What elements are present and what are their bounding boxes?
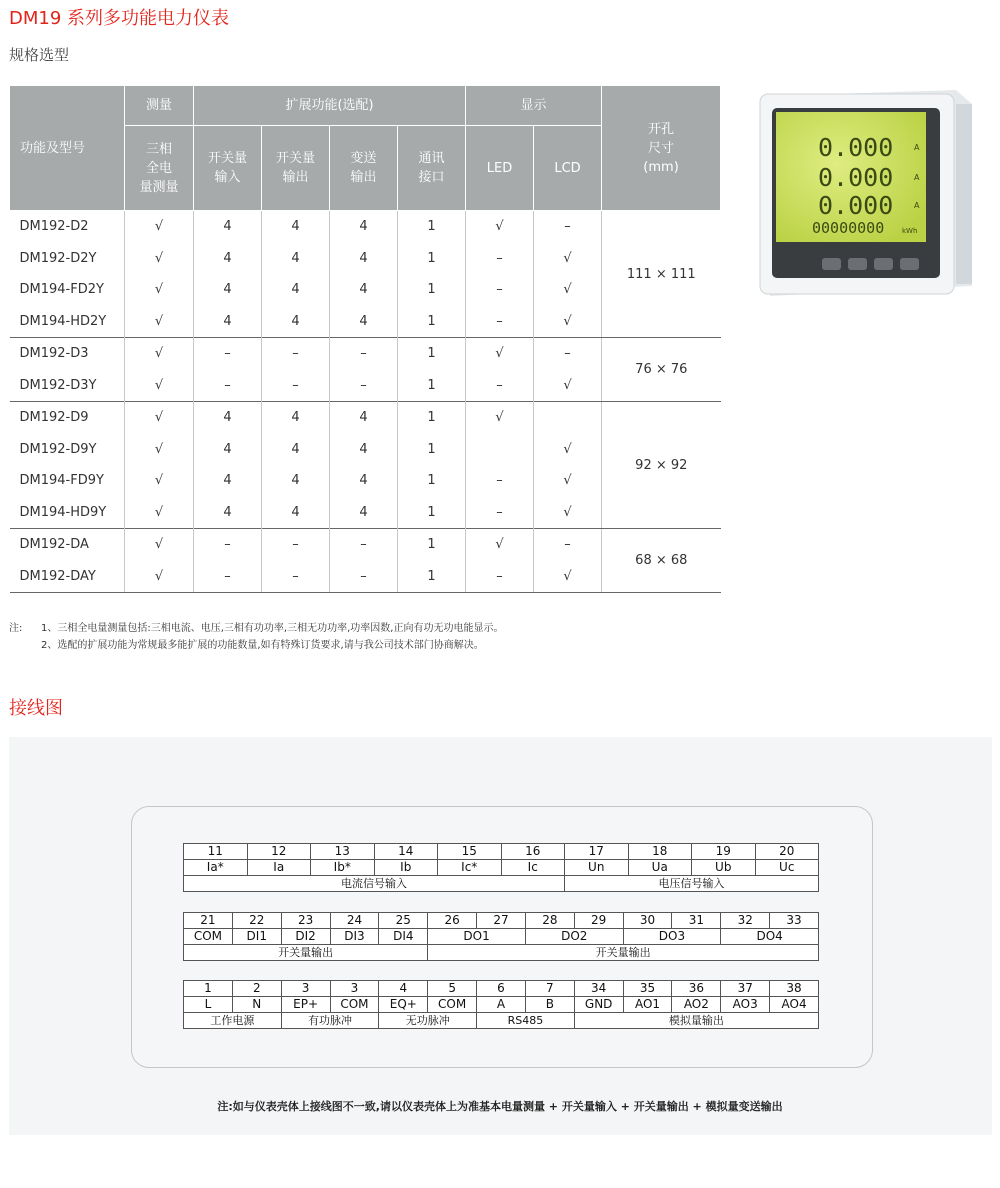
value-cell: √	[466, 211, 534, 243]
value-cell: –	[466, 306, 534, 338]
model-cell: DM194-HD9Y	[10, 497, 125, 529]
value-cell: –	[330, 338, 398, 370]
value-cell: √	[534, 274, 602, 306]
value-cell: 4	[262, 497, 330, 529]
model-cell: DM192-D2	[10, 211, 125, 243]
value-cell: –	[466, 561, 534, 593]
table-row	[10, 211, 721, 243]
value-cell: √	[125, 465, 194, 497]
value-cell: √	[125, 370, 194, 402]
value-cell: √	[125, 338, 194, 370]
value-cell: 4	[194, 211, 262, 243]
value-cell: 4	[194, 465, 262, 497]
header-led: LED	[466, 126, 534, 211]
value-cell: √	[534, 465, 602, 497]
header-display: 显示	[466, 86, 602, 126]
meter-energy: 00000000	[812, 219, 885, 237]
value-cell: –	[534, 211, 602, 243]
value-cell: √	[125, 211, 194, 243]
cutout-size-cell: 92 × 92	[602, 402, 721, 529]
header-lcd: LCD	[534, 126, 602, 211]
value-cell: 4	[194, 306, 262, 338]
cutout-size-cell: 76 × 76	[602, 338, 721, 402]
value-cell: –	[330, 370, 398, 402]
meter-button-set	[874, 258, 893, 270]
meter-photo	[756, 86, 978, 298]
value-cell: –	[330, 561, 398, 593]
model-cell: DM194-FD9Y	[10, 465, 125, 497]
table-row	[10, 338, 721, 370]
model-cell: DM192-D9	[10, 402, 125, 434]
value-cell: 1	[398, 497, 466, 529]
cutout-size-cell: 68 × 68	[602, 529, 721, 593]
value-cell: 4	[262, 434, 330, 466]
value-cell: –	[194, 370, 262, 402]
value-cell: √	[466, 402, 534, 434]
meter-reading-b: 0.000	[818, 163, 894, 192]
value-cell: 4	[194, 434, 262, 466]
header-comm: 通讯 接口	[398, 126, 466, 211]
model-cell: DM192-D3	[10, 338, 125, 370]
value-cell: √	[534, 497, 602, 529]
model-cell: DM194-HD2Y	[10, 306, 125, 338]
value-cell: 4	[330, 465, 398, 497]
terminal-row-1: 11 12 13 14 15 16 17 18 19 20 Ia* Ia Ib* Ib Ic* Ic Un Ua Ub Uc 电流信号输入 电压信号输入	[183, 843, 819, 892]
value-cell: 1	[398, 529, 466, 561]
model-cell: DM192-DAY	[10, 561, 125, 593]
model-cell: DM192-DA	[10, 529, 125, 561]
value-cell: 4	[194, 497, 262, 529]
value-cell: √	[125, 402, 194, 434]
value-cell: 4	[262, 211, 330, 243]
section-title-wiring: 接线图	[9, 698, 63, 719]
value-cell: 4	[330, 497, 398, 529]
meter-button-enter	[900, 258, 919, 270]
value-cell: 4	[330, 402, 398, 434]
value-cell: –	[466, 274, 534, 306]
value-cell: 1	[398, 338, 466, 370]
value-cell: 1	[398, 465, 466, 497]
value-cell: –	[466, 497, 534, 529]
value-cell: 4	[262, 306, 330, 338]
value-cell: 4	[330, 434, 398, 466]
section-title-spec: 规格选型	[9, 46, 70, 64]
value-cell: –	[262, 338, 330, 370]
value-cell: 4	[262, 402, 330, 434]
meter-reading-c: 0.000	[818, 191, 894, 220]
value-cell: 4	[330, 243, 398, 275]
value-cell: √	[534, 561, 602, 593]
value-cell: √	[125, 561, 194, 593]
svg-text:A: A	[914, 201, 920, 210]
value-cell: –	[262, 529, 330, 561]
value-cell: √	[125, 434, 194, 466]
header-func: 功能及型号	[10, 86, 125, 211]
value-cell: 4	[262, 465, 330, 497]
terminal-row-2: 21 22 23 24 25 26 27 28 29 30 31 32 33 COM DI1 DI2 DI3 DI4 DO1 DO2 DO3 DO4 开关量输出 开关量输出	[183, 912, 819, 961]
meter-reading-a: 0.000	[818, 133, 894, 162]
value-cell: 1	[398, 402, 466, 434]
table-row	[10, 402, 721, 434]
model-cell: DM192-D3Y	[10, 370, 125, 402]
value-cell	[466, 434, 534, 466]
value-cell: 4	[194, 274, 262, 306]
header-measure: 测量	[125, 86, 194, 126]
model-cell: DM192-D9Y	[10, 434, 125, 466]
value-cell: 4	[194, 243, 262, 275]
value-cell: √	[534, 306, 602, 338]
value-cell: –	[330, 529, 398, 561]
header-size: 开孔 尺寸 (mm)	[602, 86, 721, 211]
value-cell: 1	[398, 434, 466, 466]
value-cell: √	[125, 306, 194, 338]
svg-text:A: A	[914, 143, 920, 152]
value-cell: –	[534, 529, 602, 561]
value-cell: √	[534, 243, 602, 275]
value-cell: –	[466, 465, 534, 497]
value-cell: –	[194, 561, 262, 593]
header-di: 开关量 输入	[194, 126, 262, 211]
header-ext: 扩展功能(选配)	[194, 86, 466, 126]
value-cell: –	[466, 370, 534, 402]
value-cell: √	[466, 529, 534, 561]
header-do: 开关量 输出	[262, 126, 330, 211]
value-cell: –	[194, 529, 262, 561]
value-cell: 1	[398, 370, 466, 402]
value-cell: √	[125, 497, 194, 529]
cutout-size-cell: 111 × 111	[602, 211, 721, 338]
value-cell: –	[262, 561, 330, 593]
value-cell: 4	[330, 274, 398, 306]
value-cell: √	[125, 529, 194, 561]
header-ao: 变送 输出	[330, 126, 398, 211]
svg-text:A: A	[914, 173, 920, 182]
header-3phase: 三相 全电 量测量	[125, 126, 194, 211]
value-cell: 1	[398, 274, 466, 306]
value-cell: √	[534, 370, 602, 402]
value-cell: 1	[398, 561, 466, 593]
wiring-footnote: 注:如与仪表壳体上接线图不一致,请以仪表壳体上为准基本电量测量 + 开关量输入 + 开关量输出 + 模拟量变送输出	[217, 1100, 783, 1113]
model-cell: DM194-FD2Y	[10, 274, 125, 306]
model-cell: DM192-D2Y	[10, 243, 125, 275]
table-row	[10, 529, 721, 561]
spec-table	[9, 85, 721, 593]
value-cell: 1	[398, 306, 466, 338]
value-cell: 4	[330, 211, 398, 243]
value-cell: √	[466, 338, 534, 370]
terminal-row-3: 1 2 3 3 4 5 6 7 34 35 36 37 38 L N EP+ COM EQ+ COM A B GND AO1 AO2 AO3 AO4 工作电源 有功脉冲 无功脉冲 RS485 模拟量输出	[183, 980, 819, 1029]
value-cell: √	[125, 274, 194, 306]
value-cell: 4	[262, 274, 330, 306]
value-cell: √	[125, 243, 194, 275]
meter-button-right	[848, 258, 867, 270]
svg-text:kWh: kWh	[902, 227, 918, 235]
meter-button-left	[822, 258, 841, 270]
value-cell: 1	[398, 243, 466, 275]
value-cell	[534, 402, 602, 434]
value-cell: –	[534, 338, 602, 370]
value-cell: –	[466, 243, 534, 275]
value-cell: –	[262, 370, 330, 402]
value-cell: 4	[330, 306, 398, 338]
value-cell: –	[194, 338, 262, 370]
page-title: DM19 系列多功能电力仪表	[9, 8, 230, 29]
value-cell: √	[534, 434, 602, 466]
value-cell: 4	[262, 243, 330, 275]
value-cell: 4	[194, 402, 262, 434]
value-cell: 1	[398, 211, 466, 243]
